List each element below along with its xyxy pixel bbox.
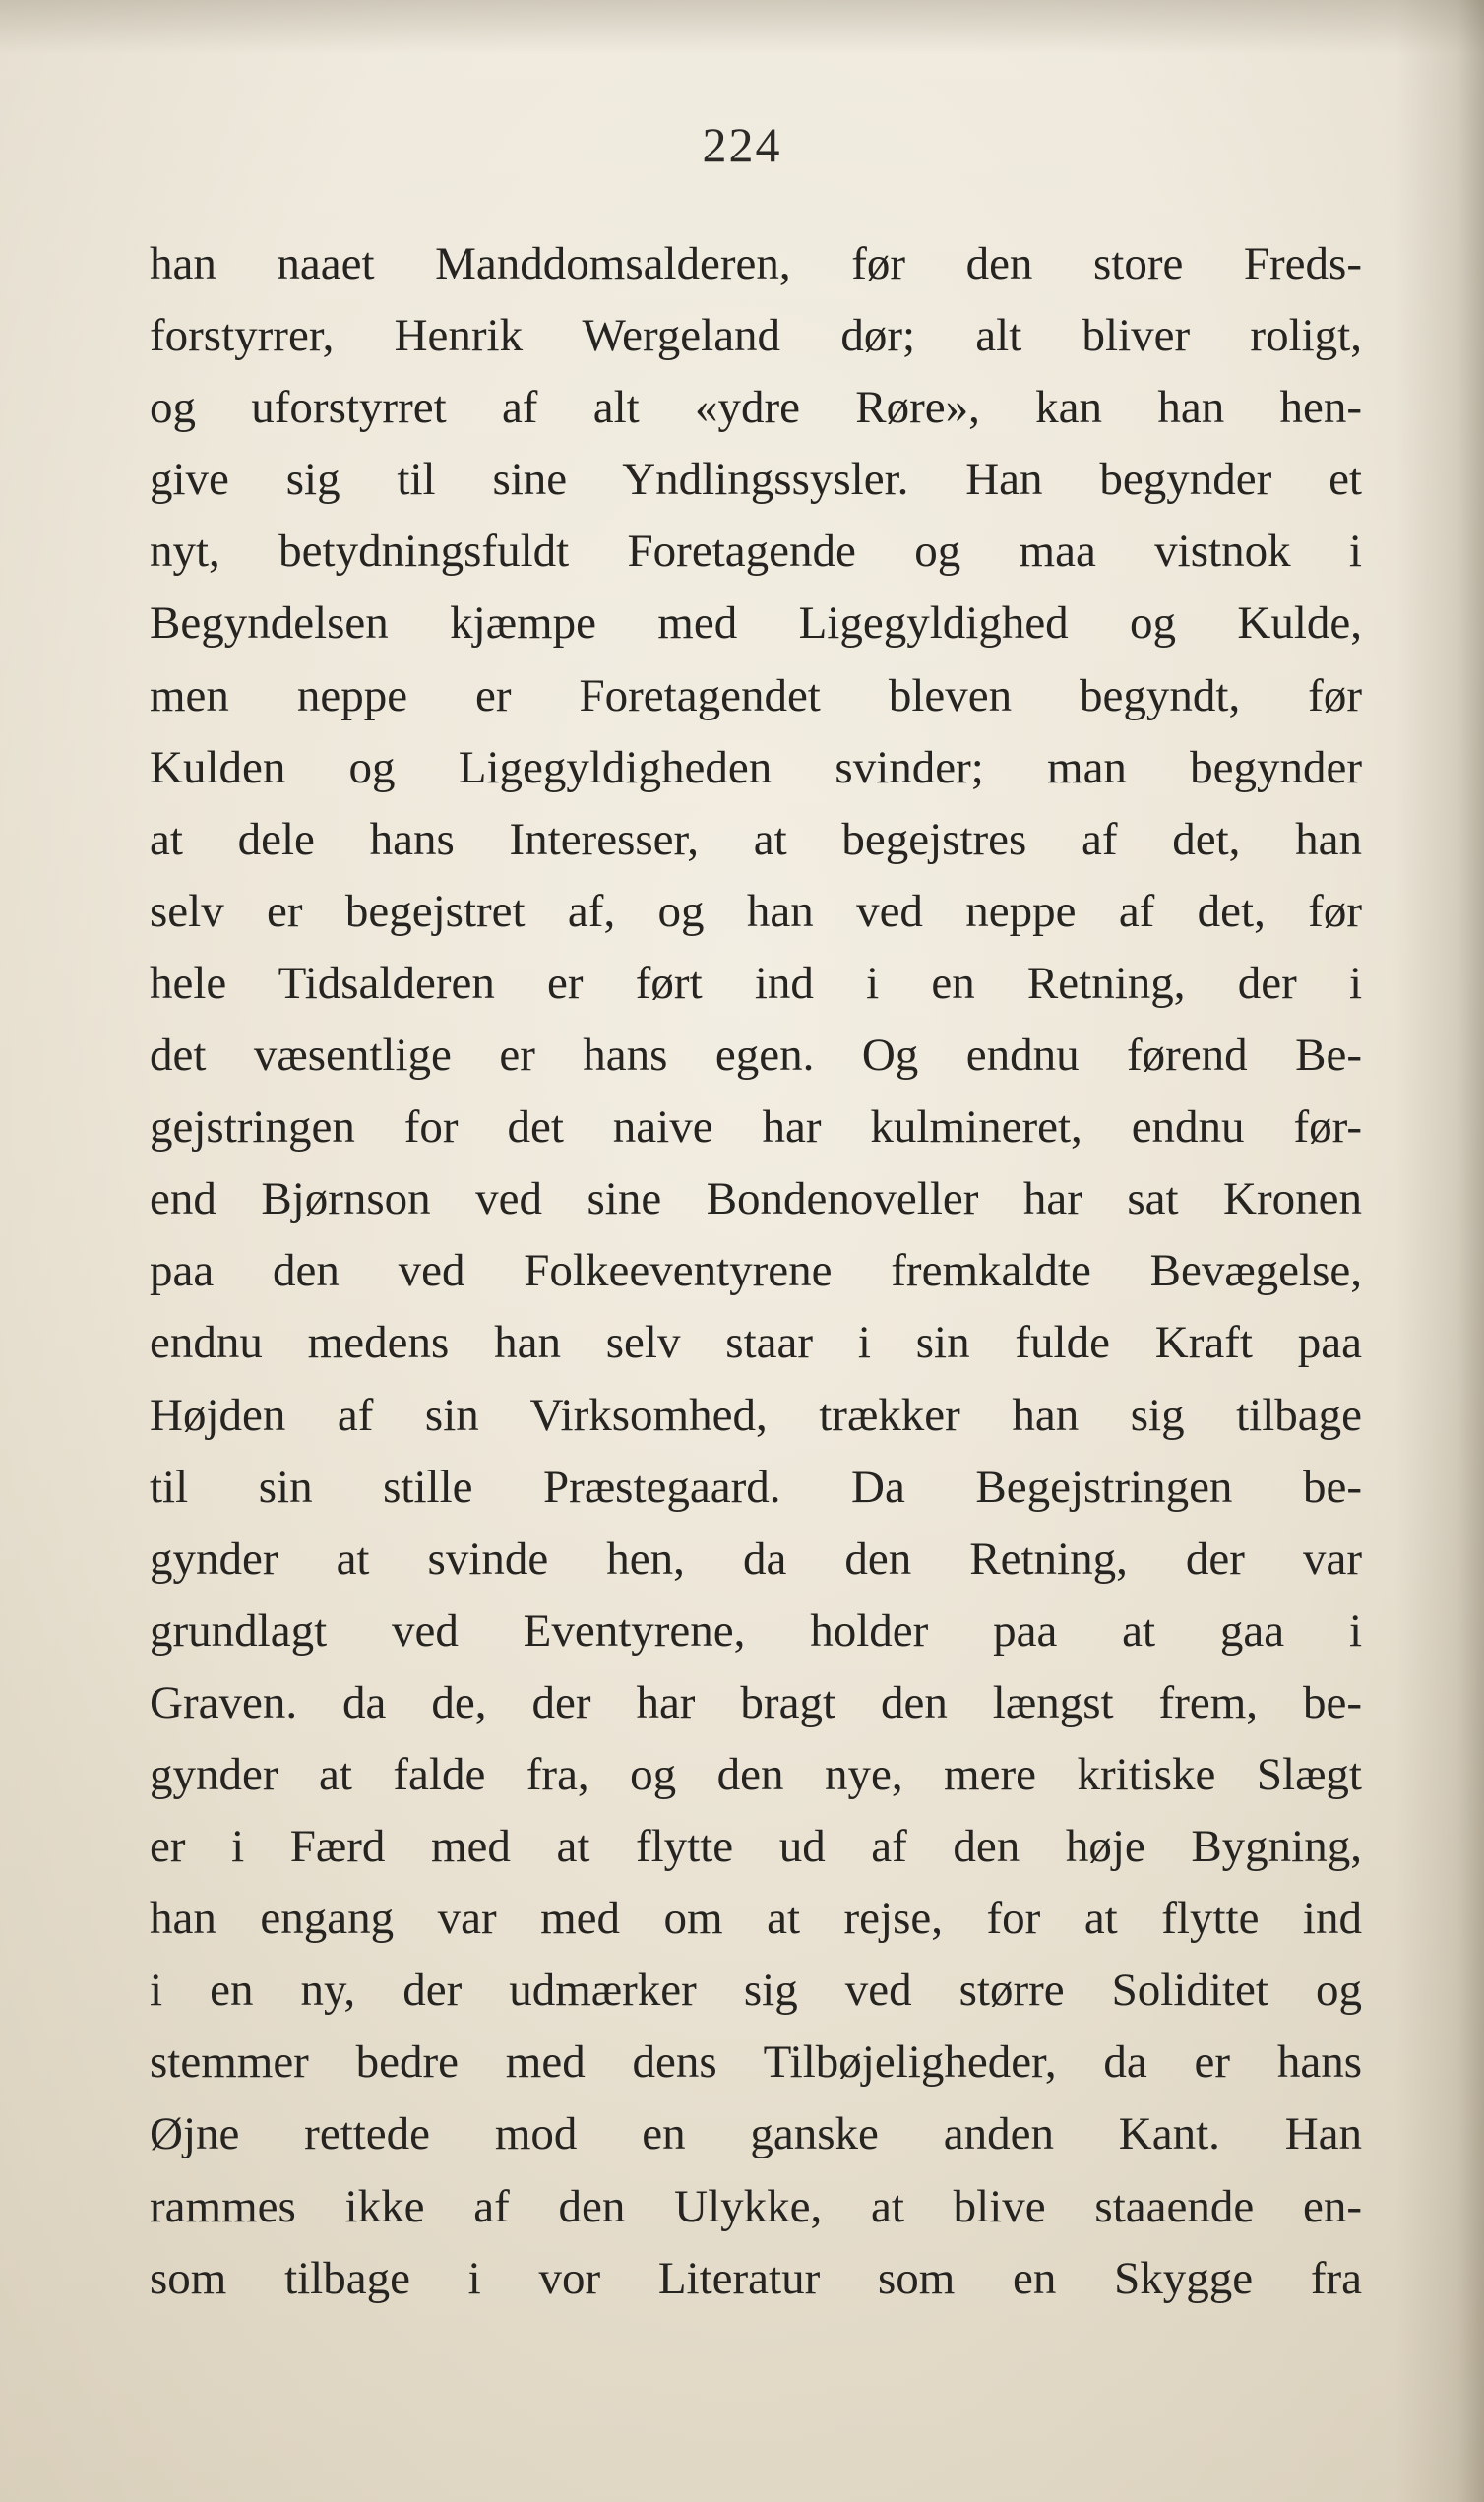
text-line: selv er begejstret af, og han ved neppe af det, før bbox=[150, 885, 1362, 937]
text-line: til sin stille Præstegaard. Da Begejstringen be- bbox=[150, 1461, 1362, 1513]
text-line: rammes ikke af den Ulykke, at blive staaende en- bbox=[150, 2180, 1362, 2232]
text-line: paa den ved Folkeeventyrene fremkaldte Bevægelse, bbox=[150, 1245, 1362, 1297]
text-line: Graven. da de, der har bragt den længst frem, be- bbox=[150, 1676, 1362, 1728]
text-line: gynder at svinde hen, da den Retning, der var bbox=[150, 1532, 1362, 1585]
text-line: og uforstyrret af alt «ydre Røre», kan han hen- bbox=[150, 382, 1362, 434]
text-line: stemmer bedre med dens Tilbøjeligheder, da er hans bbox=[150, 2036, 1362, 2089]
text-line: som tilbage i vor Literatur som en Skygge fra bbox=[150, 2252, 1362, 2304]
text-line: nyt, betydningsfuldt Foretagende og maa vistnok i bbox=[150, 526, 1362, 578]
text-line: end Bjørnson ved sine Bondenoveller har sat Kronen bbox=[150, 1173, 1362, 1225]
text-line: grundlagt ved Eventyrene, holder paa at gaa i bbox=[150, 1604, 1362, 1657]
text-line: give sig til sine Yndlingssysler. Han begynder et bbox=[150, 454, 1362, 506]
text-line: det væsentlige er hans egen. Og endnu førend Be- bbox=[150, 1030, 1362, 1082]
text-line: Begyndelsen kjæmpe med Ligegyldighed og Kulde, bbox=[150, 597, 1362, 650]
text-line: hele Tidsalderen er ført ind i en Retning, der i bbox=[150, 957, 1362, 1009]
text-line: han naaet Manddomsalderen, før den store Freds- bbox=[150, 238, 1362, 289]
page-edge-shadow bbox=[1395, 0, 1484, 2502]
text-line: gejstringen for det naive har kulmineret, endnu før- bbox=[150, 1101, 1362, 1154]
text-line: men neppe er Foretagendet bleven begyndt, før bbox=[150, 669, 1362, 721]
text-line: er i Færd med at flytte ud af den høje Bygning, bbox=[150, 1821, 1362, 1873]
text-line: forstyrrer, Henrik Wergeland dør; alt bliver roligt, bbox=[150, 310, 1362, 362]
text-line: endnu medens han selv staar i sin fulde Kraft paa bbox=[150, 1317, 1362, 1369]
text-line: Kulden og Ligegyldigheden svinder; man begynder bbox=[150, 741, 1362, 793]
body-text bbox=[150, 228, 1362, 2315]
text-line: Højden af sin Virksomhed, trækker han sig tilbage bbox=[150, 1389, 1362, 1441]
text-line: han engang var med om at rejse, for at flytte ind bbox=[150, 1893, 1362, 1945]
text-line: at dele hans Interesser, at begejstres af det, han bbox=[150, 813, 1362, 865]
page-number: 224 bbox=[702, 117, 782, 172]
text-line: Øjne rettede mod en ganske anden Kant. Han bbox=[150, 2108, 1362, 2160]
text-line: gynder at falde fra, og den nye, mere kritiske Slægt bbox=[150, 1748, 1362, 1800]
top-shadow bbox=[0, 0, 1484, 54]
text-line: i en ny, der udmærker sig ved større Soliditet og bbox=[150, 1965, 1362, 2017]
